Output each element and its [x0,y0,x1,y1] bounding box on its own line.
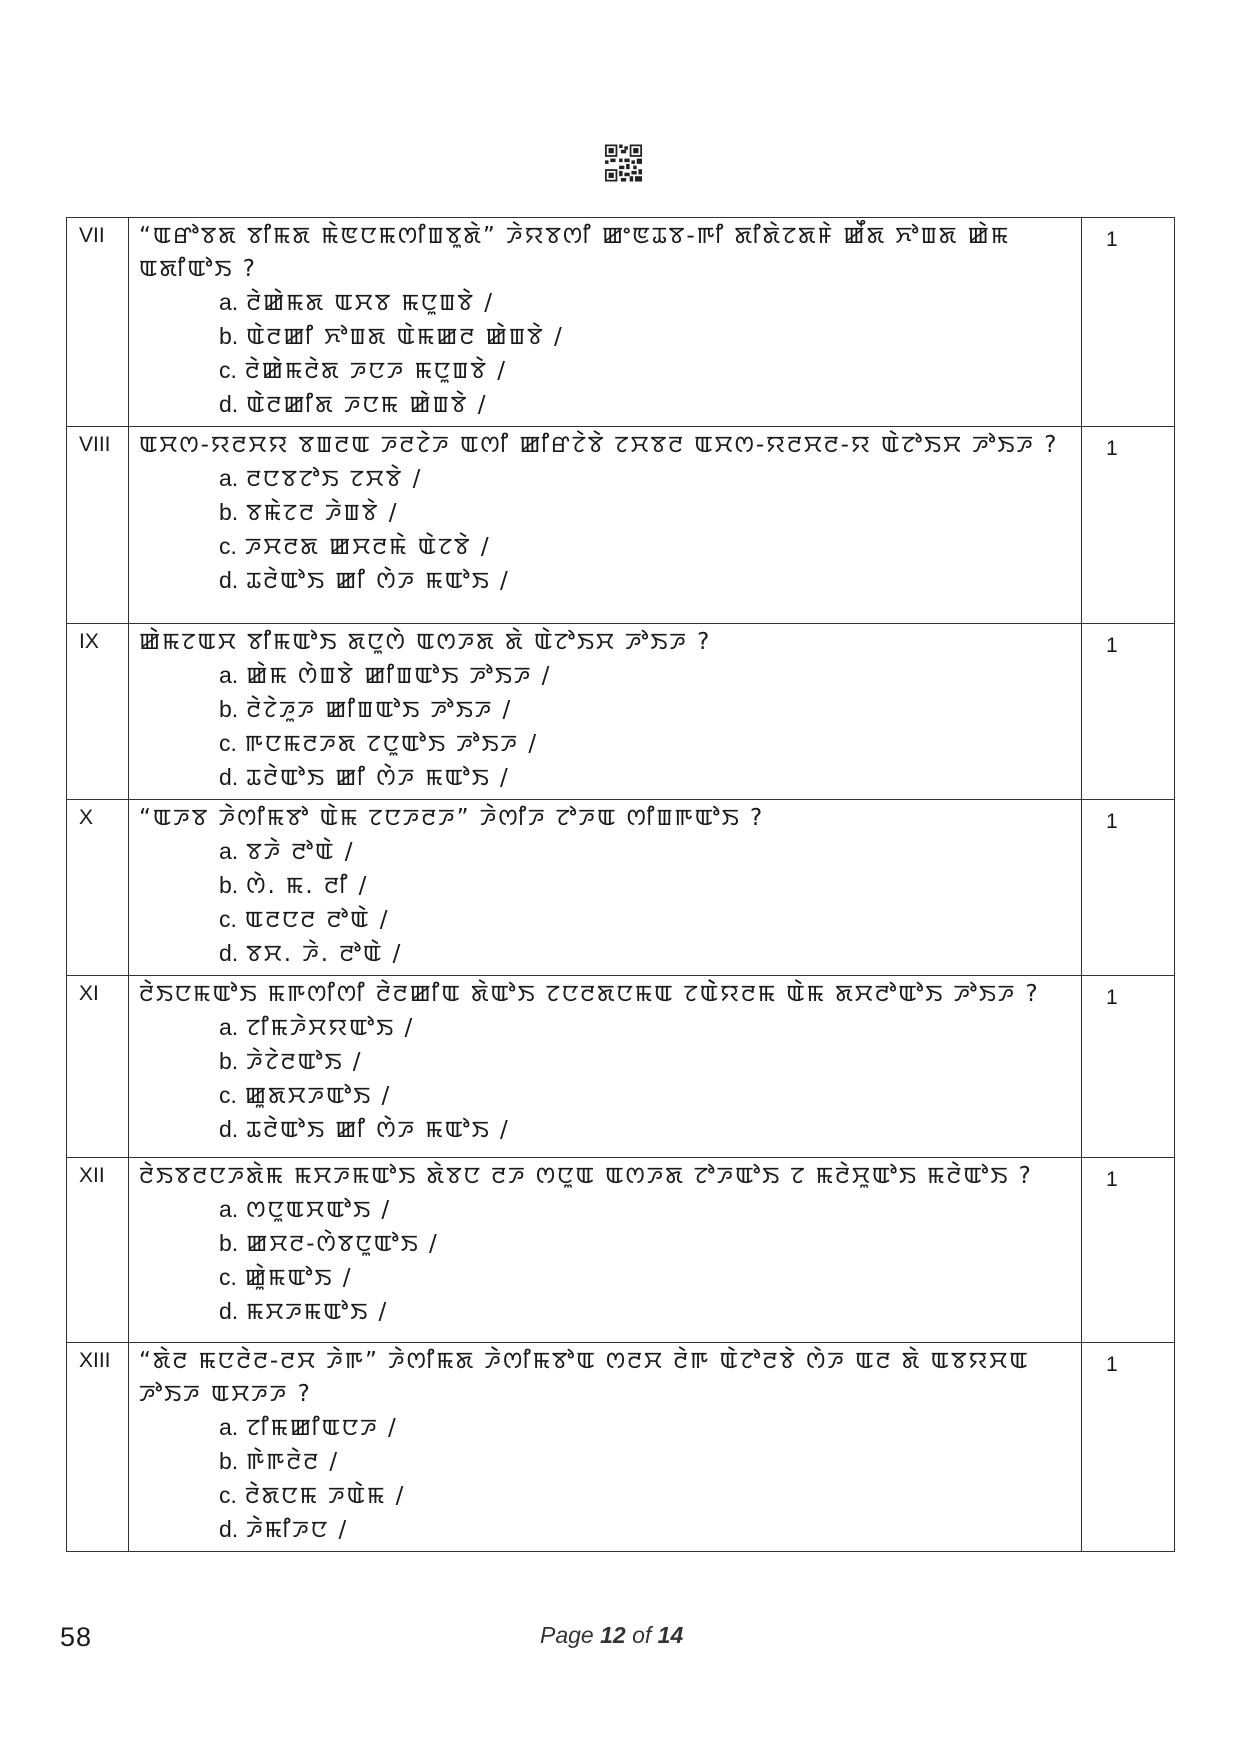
question-marks: 1 [1082,800,1175,976]
page-current: 12 [600,1622,626,1648]
page-total: 14 [657,1622,684,1648]
question-body [129,800,1082,976]
option-label: d. [219,567,239,593]
question-body [129,218,1082,427]
question-number: XII [67,1158,129,1343]
question-body [129,624,1082,800]
option-text: ꯕꯆ. ꯍꯥ. ꯂꯣꯑꯥ / [246,941,403,967]
option-text: ꯀꯥꯃ ꯁꯥꯡꯕꯥ ꯀꯤꯡꯑꯣꯏ ꯍꯣꯏꯍ / [246,663,552,689]
page-number [540,1622,683,1649]
option-item [139,564,1071,598]
option-label: a. [219,1014,239,1040]
qr-code-icon [605,143,642,183]
option-text: ꯍꯆꯂꯗ ꯀꯆꯂꯃꯥ ꯑꯥꯖꯕꯥ / [244,534,491,560]
option-item [139,1445,1071,1479]
option-label: d. [219,1298,239,1324]
option-item [139,903,1071,937]
option-item [139,869,1071,903]
option-text: ꯀꯨꯗꯆꯍꯑꯣꯏ / [244,1083,392,1109]
option-item [139,835,1071,869]
option-label: d. [219,391,239,417]
option-label: d. [219,1516,239,1542]
option-text: ꯀꯆꯂ-ꯁꯥꯕꯅꯨꯑꯣꯏ / [246,1231,439,1257]
option-text: ꯕꯍꯥ ꯂꯣꯑꯥ / [246,839,355,865]
option-item [139,320,1071,354]
option-label: b. [219,499,239,525]
option-text: ꯑꯥꯂꯀꯤ ꯈꯣꯡꯗ ꯑꯥꯃꯀꯂ ꯀꯥꯡꯕꯥ / [246,324,564,350]
question-stem: ꯂꯥꯏꯅꯃꯑꯣꯏ ꯃꯒꯁꯤꯁꯤ ꯂꯥꯂꯀꯤꯑ ꯗꯥꯑꯣꯏ ꯖꯅꯂꯗꯅꯃꯑ ꯖꯑꯥꯥꯌꯂꯃ ꯑꯥꯃ ꯗꯆꯂꯣꯑꯣꯏ ꯍꯣꯏꯍ ? [139,981,1040,1007]
option-text: ꯂꯥꯖꯥꯍꯨꯍ ꯀꯤꯡꯑꯣꯏ ꯍꯣꯏꯍ / [246,697,513,723]
question-stem: “ꯗꯥꯂ ꯃꯅꯂꯥꯂ-ꯂꯆ ꯍꯥꯒ” ꯍꯥꯁꯤꯃꯗ ꯍꯥꯁꯤꯃꯕꯣꯑ ꯁꯂꯆ ꯂꯥꯒ ꯑꯥꯖꯣꯂꯕꯥ ꯁꯥꯍ ꯑꯂ ꯗꯥ ꯑꯕꯌꯆꯑ ꯍꯣꯏꯍ ꯑꯆꯍꯍ ? [139,1348,1030,1407]
page-prefix: Page [540,1622,594,1648]
option-list [139,835,1071,971]
option-item [139,1411,1071,1445]
option-text: ꯕꯃꯥꯖꯂ ꯍꯥꯡꯕꯥ / [246,500,399,526]
question-table-body [67,218,1175,1552]
question-number: VII [67,218,129,427]
option-item [139,937,1071,971]
question-row [67,624,1175,800]
option-item [139,1079,1071,1113]
option-item [139,1113,1071,1147]
option-text: ꯁꯅꯨꯑꯆꯑꯣꯏ / [246,1197,392,1223]
option-text: ꯊꯂꯥꯑꯣꯏ ꯀꯤ ꯁꯥꯍ ꯃꯑꯣꯏ / [246,765,510,791]
option-item [139,1261,1071,1295]
question-marks: 1 [1082,624,1175,800]
option-text: ꯂꯥꯗꯅꯃ ꯍꯑꯥꯃ / [244,1483,406,1509]
question-marks: 1 [1082,1343,1175,1552]
option-label: c. [219,730,237,756]
option-text: ꯍꯥꯖꯥꯂꯑꯣꯏ / [246,1049,363,1075]
option-label: b. [219,872,239,898]
question-number: XI [67,976,129,1158]
option-text: ꯍꯥꯃꯤꯍꯅ / [246,1517,349,1543]
option-label: b. [219,1048,239,1074]
option-item [139,1193,1071,1227]
question-marks: 1 [1082,427,1175,624]
question-marks: 1 [1082,976,1175,1158]
page-separator: of [632,1622,652,1648]
option-text: ꯊꯂꯥꯑꯣꯏ ꯀꯤ ꯁꯥꯍ ꯃꯑꯣꯏ / [246,568,510,594]
question-marks: 1 [1082,218,1175,427]
option-text: ꯂꯥꯀꯥꯃꯂꯥꯗ ꯍꯅꯍ ꯃꯅꯨꯡꯕꯥ / [244,358,508,384]
option-item [139,1227,1071,1261]
option-label: d. [219,764,239,790]
question-number: XIII [67,1343,129,1552]
option-text: ꯒꯅꯃꯂꯍꯗ ꯖꯅꯨꯑꯣꯏ ꯍꯣꯏꯍ / [244,731,539,757]
option-label: c. [219,1082,237,1108]
option-label: c. [219,1482,237,1508]
question-table [66,217,1175,1552]
question-body [129,1343,1082,1552]
option-label: a. [219,1196,239,1222]
question-row [67,976,1175,1158]
option-item [139,659,1071,693]
question-row [67,800,1175,976]
option-item [139,354,1071,388]
option-item [139,1011,1071,1045]
option-label: a. [219,465,239,491]
option-label: c. [219,1264,237,1290]
option-text: ꯖꯤꯃꯀꯤꯑꯅꯍ / [246,1415,398,1441]
option-text: ꯒꯥꯒꯂꯥꯂ / [246,1449,340,1475]
question-row [67,218,1175,427]
question-stem: “ꯑꯍꯕ ꯍꯥꯁꯤꯃꯕꯣ ꯑꯥꯃ ꯖꯅꯍꯂꯍ” ꯍꯥꯁꯤꯍ ꯖꯣꯍꯑ ꯁꯤꯡꯒꯑꯣꯏ ? [139,805,765,831]
question-row [67,1343,1175,1552]
option-item [139,693,1071,727]
option-label: c. [219,906,237,932]
option-item [139,1513,1071,1547]
option-text: ꯖꯤꯃꯍꯥꯆꯌꯑꯣꯏ / [246,1015,415,1041]
question-stem: ꯑꯆꯁ-ꯌꯂꯆꯌ ꯕꯡꯂꯑ ꯍꯂꯖꯥꯍ ꯑꯁꯤ ꯀꯤꯔꯖꯥꯕꯥ ꯖꯆꯕꯂ ꯑꯆꯁ-ꯌꯂꯆꯂ-ꯌ ꯑꯥꯖꯣꯏꯆ ꯍꯣꯏꯍ ? [139,432,1059,458]
option-item [139,286,1071,320]
option-item [139,1479,1071,1513]
option-text: ꯁꯥ. ꯃ. ꯂꯤ / [246,873,369,899]
question-stem: “ꯑꯔꯣꯕꯗ ꯕꯤꯃꯗ ꯃꯥꯟꯅꯃꯁꯤꯡꯕꯨꯗꯥ” ꯍꯥꯌꯕꯁꯤ ꯀꯦꯟꯊꯕ-ꯒꯤ ꯗꯤꯗꯥꯖꯗꯝꯥ ꯀꯩꯗ ꯈꯣꯡꯗ ꯀꯥꯃ ꯑꯗꯤꯑꯣꯏ ? [139,223,1011,282]
option-text: ꯂꯅꯕꯖꯣꯏ ꯖꯆꯕꯥ / [246,466,423,492]
option-list [139,1011,1071,1147]
question-number: X [67,800,129,976]
option-item [139,727,1071,761]
option-label: a. [219,662,239,688]
option-text: ꯊꯂꯥꯑꯣꯏ ꯀꯤ ꯁꯥꯍ ꯃꯑꯣꯏ / [246,1117,510,1143]
option-item [139,1045,1071,1079]
option-text: ꯀꯥꯨꯃꯑꯣꯏ / [244,1265,353,1291]
question-number: IX [67,624,129,800]
option-label: b. [219,696,239,722]
option-label: b. [219,1230,239,1256]
question-marks: 1 [1082,1158,1175,1343]
question-body [129,1158,1082,1343]
option-item [139,462,1071,496]
option-label: b. [219,1448,239,1474]
option-list [139,1411,1071,1547]
question-body [129,976,1082,1158]
question-body [129,427,1082,624]
option-label: d. [219,940,239,966]
option-text: ꯑꯂꯅꯂ ꯂꯣꯑꯥ / [244,907,390,933]
option-label: c. [219,533,237,559]
option-label: a. [219,838,239,864]
option-list [139,286,1071,422]
option-label: a. [219,1414,239,1440]
question-stem: ꯂꯥꯏꯕꯂꯅꯍꯗꯥꯃ ꯃꯆꯍꯃꯑꯣꯏ ꯗꯥꯕꯅ ꯂꯍ ꯁꯅꯨꯑ ꯑꯁꯍꯗ ꯖꯣꯍꯑꯣꯏ ꯖ ꯃꯂꯥꯆꯨꯑꯣꯏ ꯃꯂꯥꯑꯣꯏ ? [139,1163,1033,1189]
page-code: 58 [60,1622,93,1652]
option-label: a. [219,289,239,315]
question-number: VIII [67,427,129,624]
option-text: ꯂꯥꯀꯥꯃꯗ ꯑꯆꯕ ꯃꯅꯨꯡꯕꯥ / [246,290,495,316]
option-item [139,388,1071,422]
question-stem: ꯀꯥꯃꯖꯑꯆ ꯕꯤꯃꯑꯣꯏ ꯗꯅꯨꯁꯥ ꯑꯁꯍꯗ ꯗꯥ ꯑꯥꯖꯣꯏꯆ ꯍꯣꯏꯍ ? [139,629,712,655]
question-row [67,1158,1175,1343]
option-list [139,1193,1071,1329]
option-label: c. [219,357,237,383]
option-list [139,462,1071,598]
option-label: d. [219,1116,239,1142]
question-row [67,427,1175,624]
option-item [139,496,1071,530]
option-item [139,530,1071,564]
option-item [139,761,1071,795]
option-item [139,1295,1071,1329]
option-text: ꯃꯆꯍꯃꯑꯣꯏ / [246,1299,389,1325]
option-text: ꯑꯥꯂꯀꯤꯗ ꯍꯅꯃ ꯀꯥꯡꯕꯥ / [246,392,488,418]
option-label: b. [219,323,239,349]
option-list [139,659,1071,795]
